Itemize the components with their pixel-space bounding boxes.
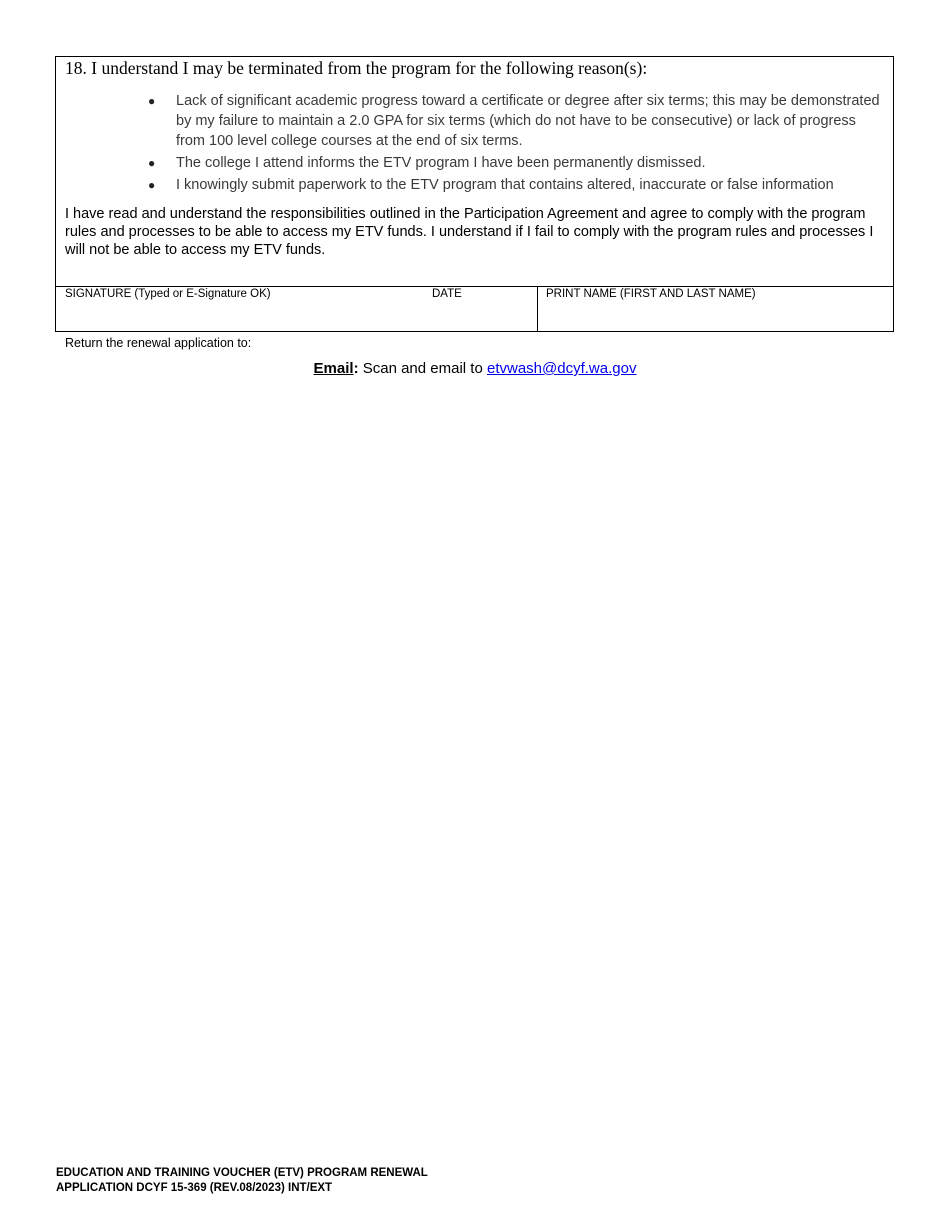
email-colon: :: [353, 360, 359, 377]
email-label: Email: [313, 360, 354, 377]
agreement-statement: I have read and understand the responsibilities outlined in the Participation Agreement and agree to comply with the program rules and processes to be able to access my ETV funds. I understand if I fail to comply with the program rules and processes I will not be able to access my ETV funds.: [65, 206, 874, 258]
bullet-icon: ●: [148, 178, 156, 192]
return-instructions: Return the renewal application to:: [65, 336, 252, 350]
signature-row: [56, 286, 893, 332]
email-link[interactable]: etvwash@dcyf.wa.gov: [486, 360, 637, 377]
email-instruction-text: Scan and email to: [358, 360, 487, 377]
item-18-heading: 18. I understand I may be terminated from the program for the following reason(s):: [65, 58, 648, 78]
signature-field[interactable]: SIGNATURE (Typed or E-Signature OK): [65, 288, 271, 300]
bullet-icon: ●: [148, 156, 156, 170]
footer-line-2: APPLICATION DCYF 15-369 (REV.08/2023) INT/EXT: [56, 1182, 333, 1194]
form-footer: [56, 1166, 428, 1196]
footer-line-1: EDUCATION AND TRAINING VOUCHER (ETV) PROGRAM RENEWAL: [56, 1167, 428, 1179]
reason-text: The college I attend informs the ETV program I have been permanently dismissed.: [176, 155, 706, 171]
termination-reasons-list: [148, 91, 888, 197]
acknowledgement-box: [55, 56, 894, 332]
list-item: [148, 91, 888, 151]
print-name-field[interactable]: PRINT NAME (FIRST AND LAST NAME): [546, 288, 756, 300]
list-item: [148, 175, 888, 195]
list-item: [148, 153, 888, 173]
reason-text: Lack of significant academic progress toward a certificate or degree after six terms; this may be demonstrated by my failure to maintain a 2.0 GPA for six terms (which do not have to be consecutive) or lack of progress from 100 level college courses at the end of six terms.: [176, 93, 880, 149]
email-instructions: [0, 360, 950, 377]
field-divider: [537, 287, 538, 332]
reason-text: I knowingly submit paperwork to the ETV program that contains altered, inaccurate or false information: [176, 177, 834, 193]
date-field[interactable]: DATE: [432, 288, 462, 300]
bullet-icon: ●: [148, 94, 156, 108]
